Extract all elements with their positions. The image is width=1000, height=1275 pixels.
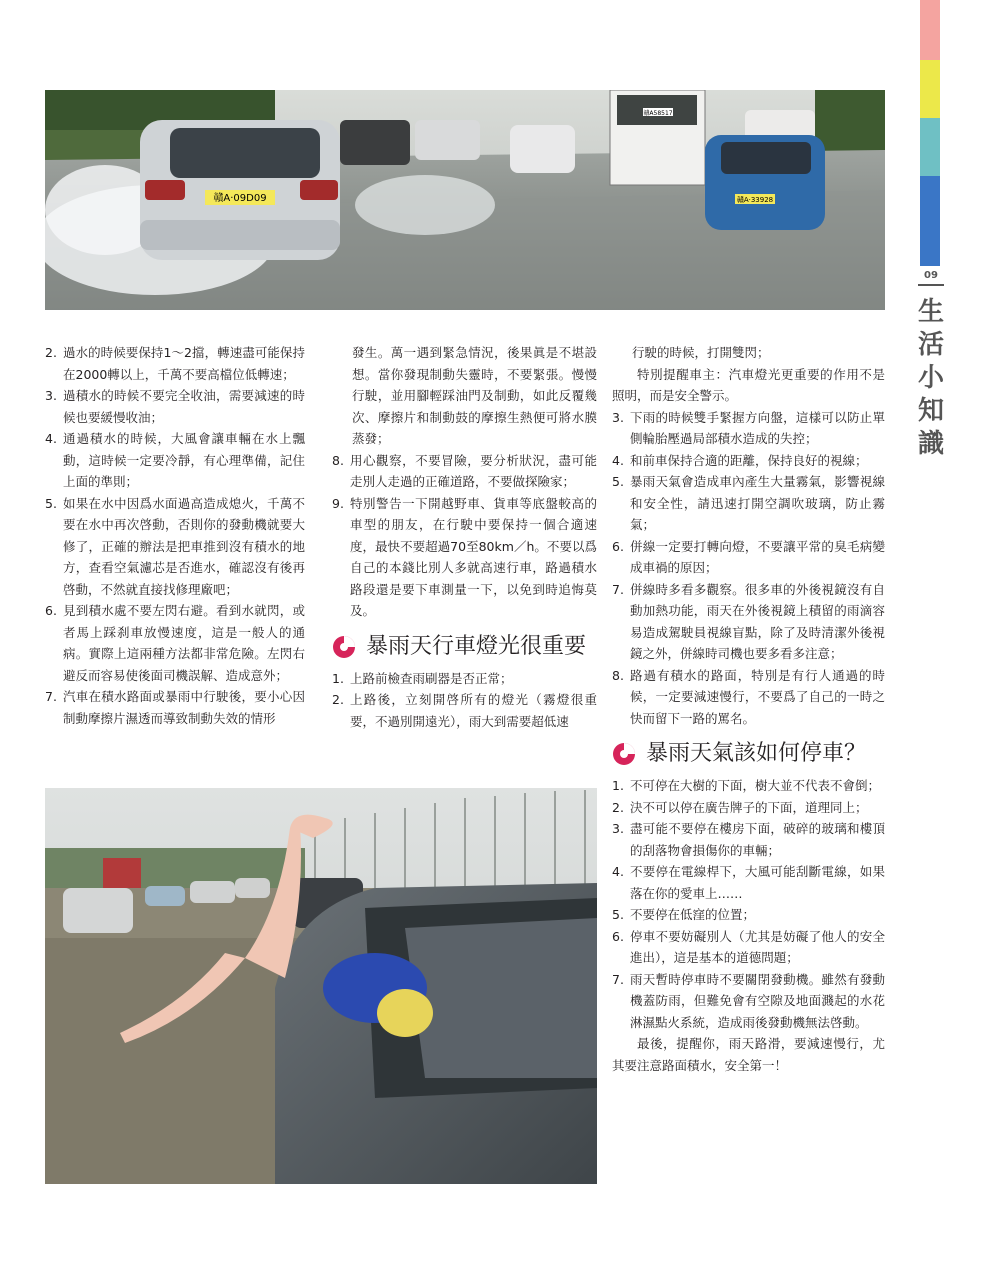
heading-lights-text: 暴雨天行車燈光很重要 <box>366 633 587 659</box>
item-text: 特別警告一下開越野車、貨車等底盤較高的車型的朋友，在行駛中要保持一個合適速度，最快不要超過70至80km／h。不要以爲自己的本錢比別人多就高速行車，路過積水路段還是要下車測量一下，以免到時追悔莫及。 <box>350 495 597 618</box>
item-number: 2. <box>332 692 344 707</box>
heading-bullet-icon <box>332 635 356 659</box>
car-window-legs-photo <box>45 788 597 1184</box>
item-text: 如果在水中因爲水面過高造成熄火，千萬不要在水中再次啓動，否則你的發動機就要大修了，正確的辦法是把車推到沒有積水的地方，查看空氣濾芯是否進水，確認沒有後再啓動，不然就直接找修理廠吧； <box>63 495 305 597</box>
item-number: 3. <box>612 409 624 425</box>
continued-text: 行駛的時候，打開雙閃； <box>632 345 770 360</box>
item-text: 盡可能不要停在樓房下面，破碎的玻璃和樓頂的刮落物會損傷你的車輛； <box>630 821 885 858</box>
list-item <box>332 689 597 732</box>
section-title-char: 知 <box>917 396 944 426</box>
item-text: 併線時多看多觀察。很多車的外後視鏡沒有自動加熱功能，雨天在外後視鏡上積留的雨滴容易造成駕駛員視線盲點，除了及時清潔外後視鏡之外，併線時司機也要多看多注意； <box>630 581 885 661</box>
section-title-char: 識 <box>917 429 944 459</box>
color-strip-pink <box>920 0 940 60</box>
list-item <box>612 579 885 665</box>
section-title <box>914 296 948 461</box>
list-item <box>45 686 305 729</box>
item-number: 5. <box>45 495 57 511</box>
list-item <box>612 471 885 536</box>
item-text: 用心觀察，不要冒險，要分析狀況，盡可能走別人走過的正確道路，不要做探險家； <box>350 452 597 489</box>
section-title-char: 活 <box>917 330 944 360</box>
flooded-road-photo <box>45 90 885 310</box>
item-number: 1. <box>612 778 624 793</box>
column-3 <box>612 342 885 1076</box>
continued-text: 發生。萬一遇到緊急情況，後果眞是不堪設想。當你發現制動失靈時，不要緊張。慢慢行駛，並用腳輕踩油門及制動，如此反覆幾次、摩擦片和制動鼓的摩擦生熱便可將水膜蒸發； <box>352 345 597 446</box>
item-text: 併線一定要打轉向燈，不要讓平常的臭毛病變成車禍的原因； <box>630 538 885 575</box>
note-paragraph: 特別提醒車主：汽車燈光更重要的作用不是照明，而是安全警示。 <box>612 366 885 403</box>
list-item <box>612 818 885 861</box>
item-text: 過水的時候要保持1～2擋，轉速盡可能保持在2000轉以上，千萬不要高檔位低轉速； <box>63 345 305 382</box>
list-item <box>612 926 885 969</box>
section-title-char: 小 <box>917 363 944 393</box>
item-text: 上路前檢查雨刷器是否正常； <box>350 670 513 686</box>
list-item <box>45 342 305 385</box>
column-2 <box>332 342 597 732</box>
list-item <box>612 969 885 1034</box>
list-item <box>332 668 597 690</box>
right-car-plate: 贛A·33928 <box>736 196 774 204</box>
closing-paragraph: 最後，提醒你，雨天路滑，要減速慢行，尤其要注意路面積水，安全第一！ <box>612 1036 885 1073</box>
list-item <box>45 493 305 601</box>
item-text: 停車不要妨礙別人（尤其是妨礙了他人的安全進出），這是基本的道德問題； <box>630 928 885 965</box>
item-text: 汽車在積水路面或暴雨中行駛後，要小心因制動摩擦片濕透而導致制動失效的情形 <box>63 689 305 726</box>
item-text: 路過有積水的路面，特別是有行人通過的時候，一定要減速慢行，不要爲了自己的一時之快而留下一路的罵名。 <box>630 667 885 726</box>
heading-lights <box>332 632 597 662</box>
page-number: 09 <box>918 270 944 286</box>
list-item <box>612 904 885 926</box>
list-item <box>612 797 885 819</box>
item-number: 2. <box>612 799 624 815</box>
list-item <box>332 450 597 493</box>
item-number: 6. <box>612 928 624 944</box>
item-number: 8. <box>612 667 624 683</box>
item-number: 4. <box>612 864 624 879</box>
item-number: 6. <box>45 603 57 618</box>
item-number: 7. <box>612 971 624 987</box>
item-text: 上路後，立刻開啓所有的燈光（霧燈很重要，不過別開遠光），雨大到需要超低速 <box>350 692 597 729</box>
bus-plate: 贛A58517 <box>643 110 673 117</box>
heading-bullet-icon <box>612 742 636 766</box>
list-item <box>45 428 305 493</box>
item-text: 決不可以停在廣告牌子的下面，道理同上； <box>630 799 868 815</box>
list-item <box>612 536 885 579</box>
item-text: 通過積水的時候，大風會讓車輛在水上飄動，這時候一定要冷靜，有心理準備，記住上面的準則； <box>63 431 305 489</box>
item-text: 不可停在大樹的下面，樹大並不代表不會倒； <box>630 778 881 793</box>
item-text: 見到積水處不要左閃右避。看到水就閃，或者馬上踩刹車放慢速度，這是一般人的通病。實際上這兩種方法都非常危險。左閃右避反而容易使後面司機誤解、造成意外； <box>63 603 305 683</box>
heading-parking-text: 暴雨天氣該如何停車？ <box>646 741 867 766</box>
list-item <box>612 407 885 450</box>
item-number: 1. <box>332 670 344 686</box>
item-number: 4. <box>45 431 57 446</box>
list-item <box>612 775 885 797</box>
item-text: 雨天暫時停車時不要關閉發動機。雖然有發動機蓋防雨，但難免會有空隙及地面濺起的水花淋濕點火系統，造成雨後發動機無法啓動。 <box>630 971 885 1030</box>
list-item <box>612 861 885 904</box>
item-text: 暴雨天氣會造成車內產生大量霧氣，影響視線和安全性，請迅速打開空調吹玻璃，防止霧氣； <box>630 474 885 532</box>
item-number: 9. <box>332 495 344 511</box>
color-strip-yellow <box>920 60 940 118</box>
item-number: 2. <box>45 345 57 360</box>
item-number: 5. <box>612 907 624 922</box>
item-number: 3. <box>612 821 624 836</box>
item-number: 3. <box>45 388 57 403</box>
color-strip-teal <box>920 118 940 176</box>
list-item <box>332 493 597 622</box>
item-number: 8. <box>332 452 344 468</box>
heading-parking <box>612 739 885 769</box>
section-title-char: 生 <box>917 297 944 327</box>
color-strip-blue <box>920 176 940 266</box>
item-number: 5. <box>612 474 624 489</box>
item-text: 不要停在低窪的位置； <box>630 907 756 922</box>
list-item <box>612 665 885 730</box>
item-number: 6. <box>612 538 624 554</box>
column-1 <box>45 342 305 729</box>
item-number: 4. <box>612 452 624 468</box>
item-number: 7. <box>45 689 57 704</box>
list-item <box>612 450 885 472</box>
item-text: 和前車保持合適的距離，保持良好的視線； <box>630 452 868 468</box>
item-text: 過積水的時候不要完全收油，需要減速的時候也要緩慢收油； <box>63 388 305 425</box>
left-car-plate: 贛A·09D09 <box>213 193 267 204</box>
list-item <box>45 385 305 428</box>
item-text: 不要停在電線桿下，大風可能刮斷電線，如果落在你的愛車上…… <box>630 864 885 901</box>
item-number: 7. <box>612 581 624 597</box>
list-item <box>45 600 305 686</box>
item-text: 下雨的時候雙手緊握方向盤，這樣可以防止單側輪胎壓過局部積水造成的失控； <box>630 409 885 446</box>
